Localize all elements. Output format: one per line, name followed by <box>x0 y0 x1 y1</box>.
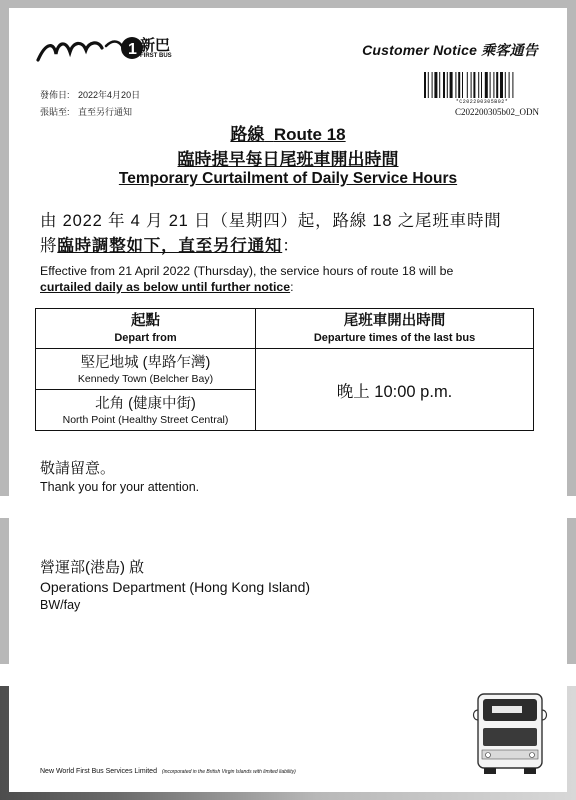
posting-label: 張貼至: <box>40 107 70 117</box>
header-depart-from-en: Depart from <box>114 332 177 344</box>
body-en-line2-emphasis: curtailed daily as below until further notice <box>40 280 291 294</box>
attention-en: Thank you for your attention. <box>40 480 200 494</box>
svg-text:1: 1 <box>128 41 137 58</box>
double-decker-bus-icon <box>472 690 550 776</box>
brand-name-en: FIRST BUS <box>140 53 172 59</box>
header-depart-from <box>36 309 256 349</box>
table-row <box>36 349 534 390</box>
header-departure-times-cn: 尾班車開出時間 <box>343 313 446 329</box>
body-en-line1: Effective from 21 April 2022 (Thursday), the service hours of route 18 will be <box>40 264 454 278</box>
incorporation-note: (incorporated in the British Virgin Islands with limited liability) <box>161 769 296 775</box>
department-en: Operations Department (Hong Kong Island) <box>40 579 311 595</box>
stop-cell-kennedy-town <box>36 349 256 390</box>
customer-notice-label: Customer Notice 乘客通告 <box>362 42 538 58</box>
posting-row <box>40 105 132 118</box>
header-depart-from-cn: 起點 <box>131 313 160 329</box>
company-footer <box>40 768 296 775</box>
attention-cn: 敬請留意。 <box>40 460 116 477</box>
route-title-text <box>230 125 345 144</box>
notice-title-en-text: Temporary Curtailment of Daily Service Hours <box>118 170 458 187</box>
stop-name-en: North Point (Healthy Street Central) <box>62 413 229 426</box>
header-departure-times-en: Departure times of the last bus <box>313 332 476 344</box>
barcode-icon <box>424 72 540 98</box>
issue-date-label: 發佈日: <box>40 90 70 100</box>
notice-title-cn <box>0 145 576 170</box>
body-cn-line2-suffix: ： <box>282 237 300 255</box>
department-cn: 營運部(港島) 啟 <box>40 559 145 576</box>
brand-name-cn: 新巴 <box>140 37 171 54</box>
company-name: New World First Bus Services Limited <box>40 768 157 775</box>
body-cn-line2-emphasis: 臨時調整如下，直至另行通知 <box>57 237 283 255</box>
stop-cell-north-point <box>36 390 256 431</box>
issue-date-value: 2022年4月20日 <box>78 90 141 100</box>
route-title-cn: 路線 <box>230 125 265 144</box>
stop-name-cn: 北角 (健康中街) <box>95 395 196 412</box>
initials: BW/fay <box>40 598 81 612</box>
header-departure-times <box>256 309 534 349</box>
route-title <box>0 120 576 145</box>
notice-title-en <box>0 170 576 188</box>
departure-time-cell: 晚上 10:00 p.m. <box>256 349 534 431</box>
route-title-en: Route 18 <box>273 125 346 144</box>
body-cn-line2 <box>40 232 300 256</box>
table-header-row <box>36 309 534 349</box>
body-en-line2 <box>40 279 540 295</box>
barcode-caption: *C202200305B02* <box>455 99 509 105</box>
body-cn-line1: 由 2022 年 4 月 21 日（星期四）起，路線 18 之尾班車時間 <box>40 212 502 230</box>
schedule-table <box>35 308 534 431</box>
stop-name-en: Kennedy Town (Belcher Bay) <box>77 372 214 385</box>
notice-title-cn-text: 臨時提早每日尾班車開出時間 <box>177 150 399 169</box>
body-en-line2-suffix: : <box>290 280 294 294</box>
body-cn-line2-prefix: 將 <box>40 237 58 255</box>
issue-date-row <box>40 88 140 101</box>
stop-name-cn: 堅尼地城 (卑路乍灣) <box>80 354 211 371</box>
document-code: C202200305b02_ODN <box>455 107 540 117</box>
posting-value: 直至另行通知 <box>78 107 133 117</box>
